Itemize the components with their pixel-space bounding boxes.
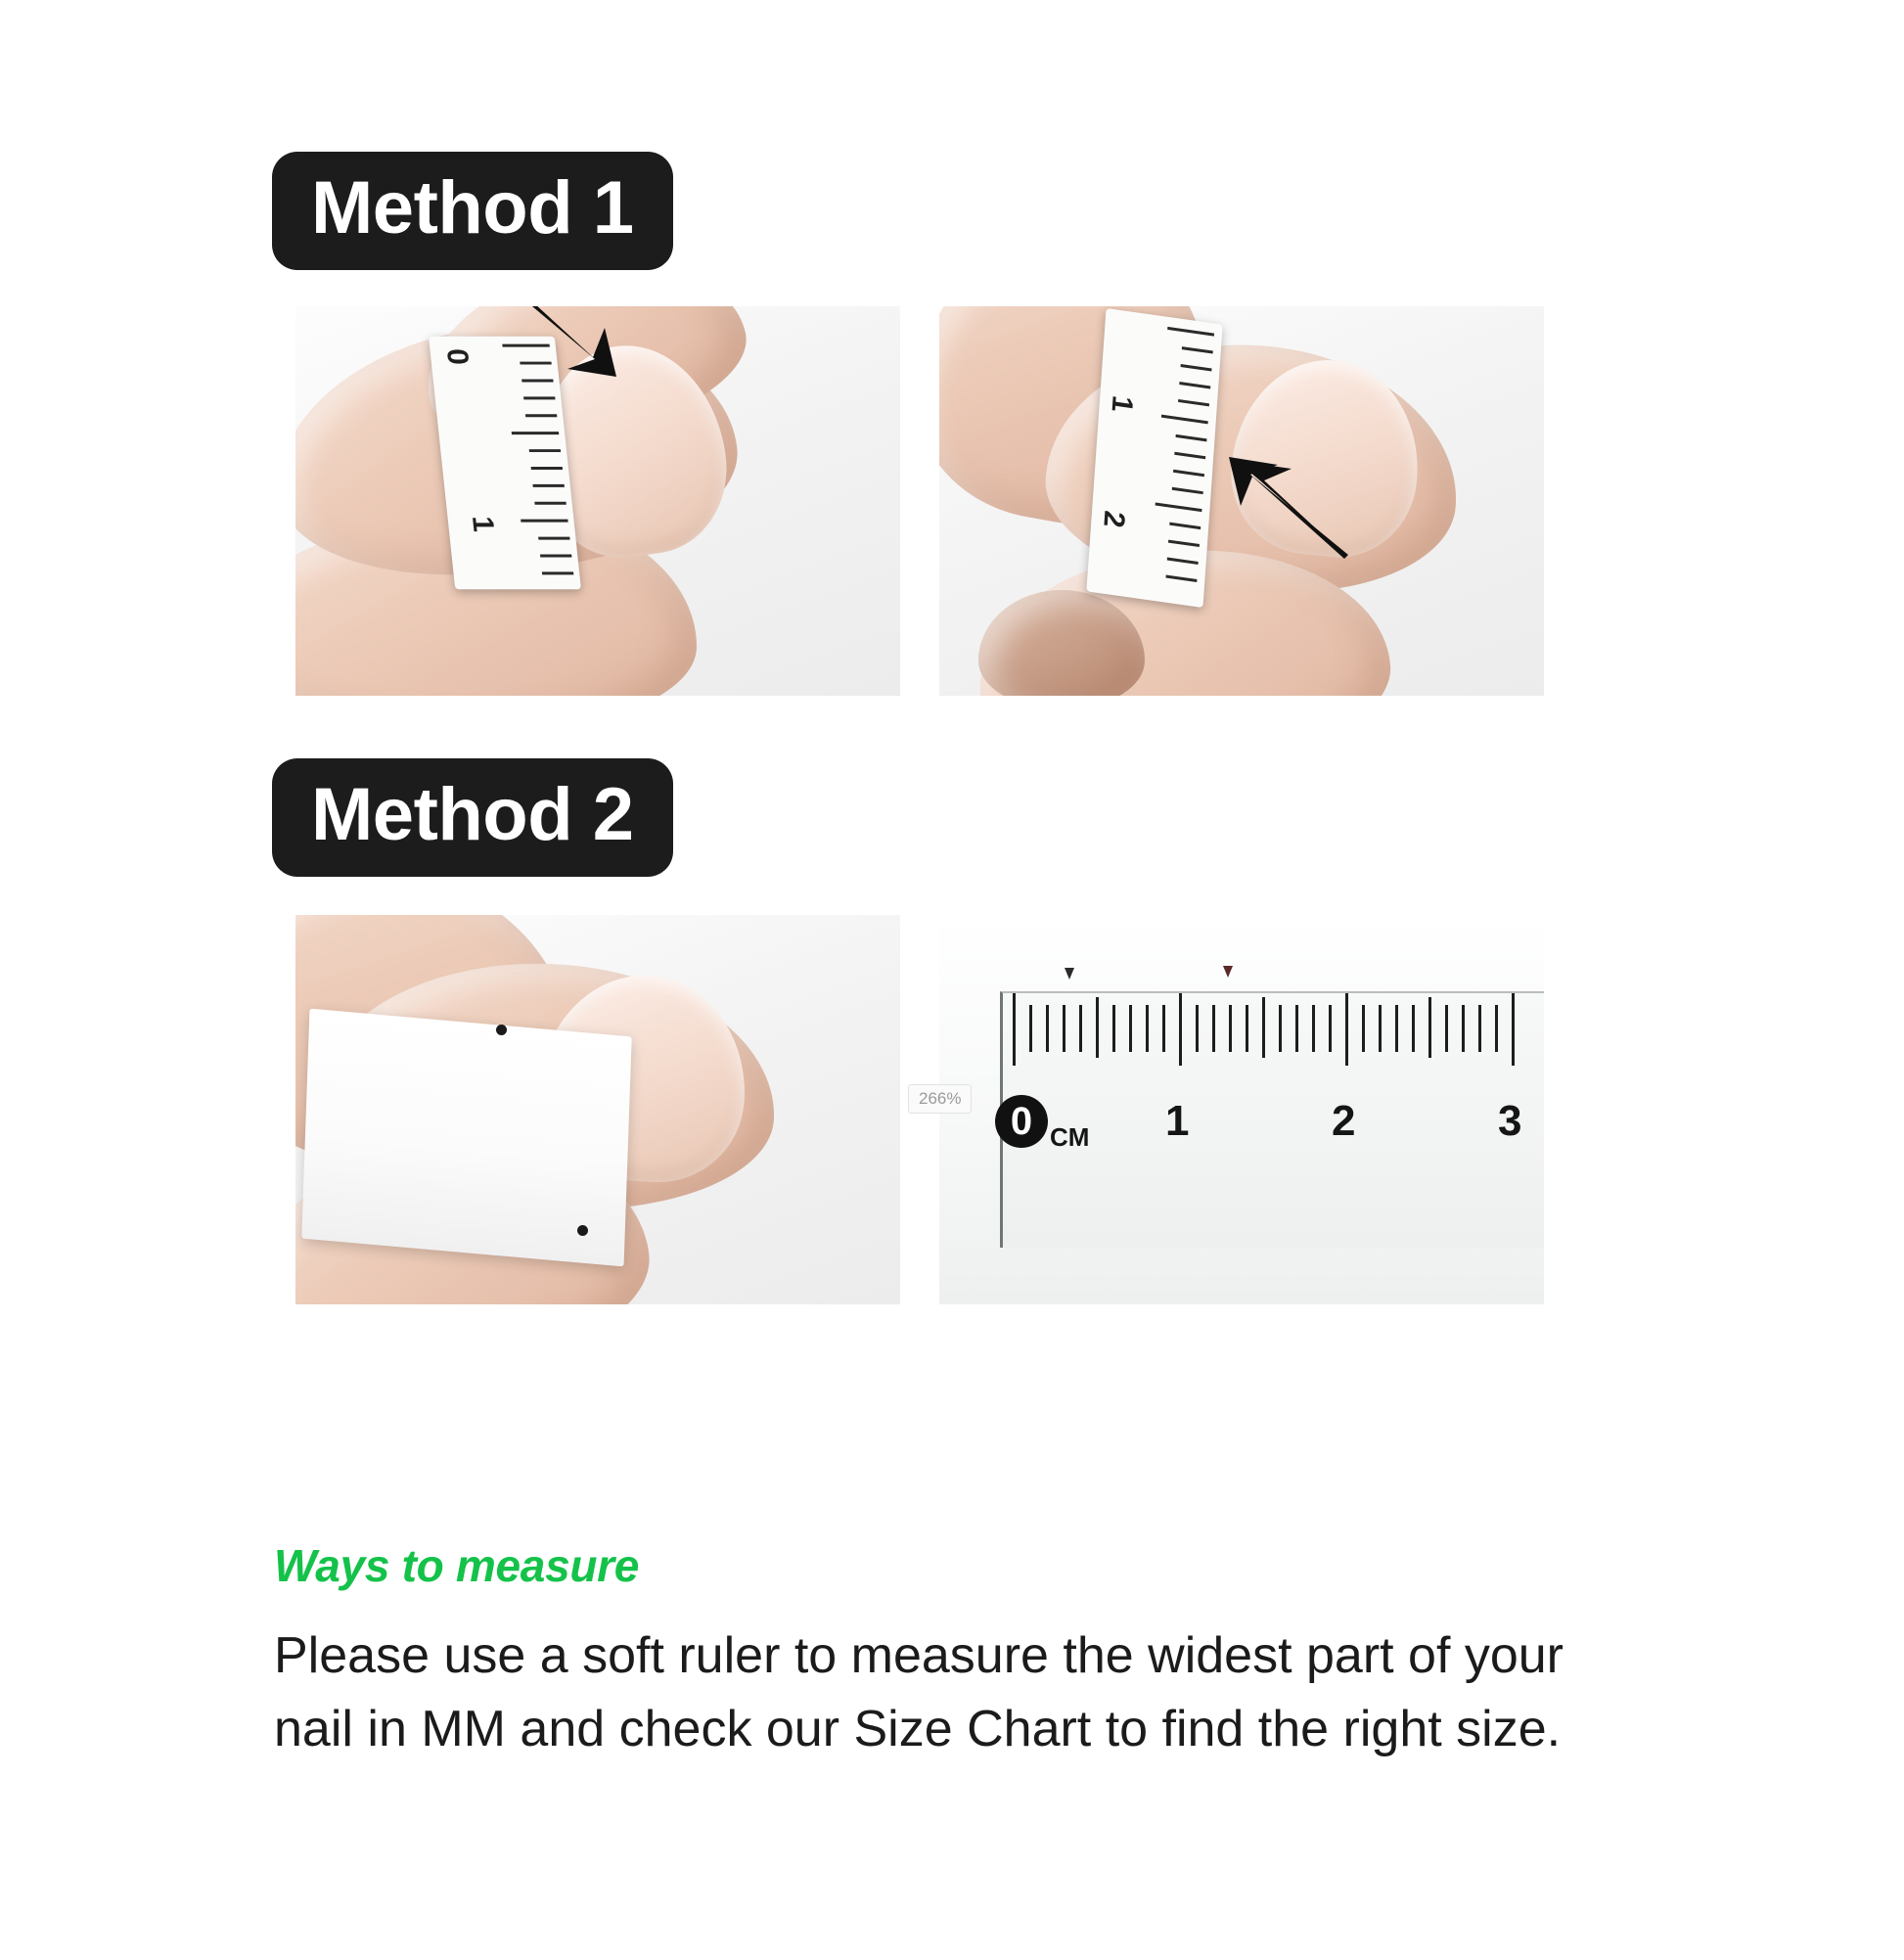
zoom-level-badge: 266% [908,1084,972,1114]
photo-method1-front [295,306,900,696]
tape-measure [1086,308,1222,608]
ruler-unit-label: CM [1050,1122,1090,1152]
tape-ticks [1086,308,1222,608]
photo-method2-ruler [939,915,1544,1304]
photo-method1-side [939,306,1544,696]
ruler-number-2: 2 [1332,1097,1356,1145]
tape-number-2: 2 [1097,509,1131,530]
tape-number-0: 0 [439,348,475,365]
plastic-ruler [1000,991,1544,1248]
pointer-arrow-icon [1203,443,1360,570]
tape-number-1: 1 [1105,393,1139,415]
tape-number-1: 1 [465,516,500,532]
photo-method2-paper [295,915,900,1304]
ruler-zero-marker: 0 [995,1095,1048,1148]
ruler-number-3: 3 [1498,1097,1522,1145]
pointer-arrow-icon [491,306,628,385]
method-2-badge: Method 2 [272,758,673,877]
ruler-ticks [1003,993,1544,1248]
ruler-number-1: 1 [1165,1097,1190,1145]
measurement-mark-bottom [577,1225,588,1236]
section-heading: Ways to measure [274,1540,640,1591]
measurement-mark-top [496,1025,507,1035]
method-1-badge: Method 1 [272,152,673,270]
instruction-paragraph: Please use a soft ruler to measure the widest part of your nail in MM and check our Size Chart to find the right size. [274,1627,1564,1758]
